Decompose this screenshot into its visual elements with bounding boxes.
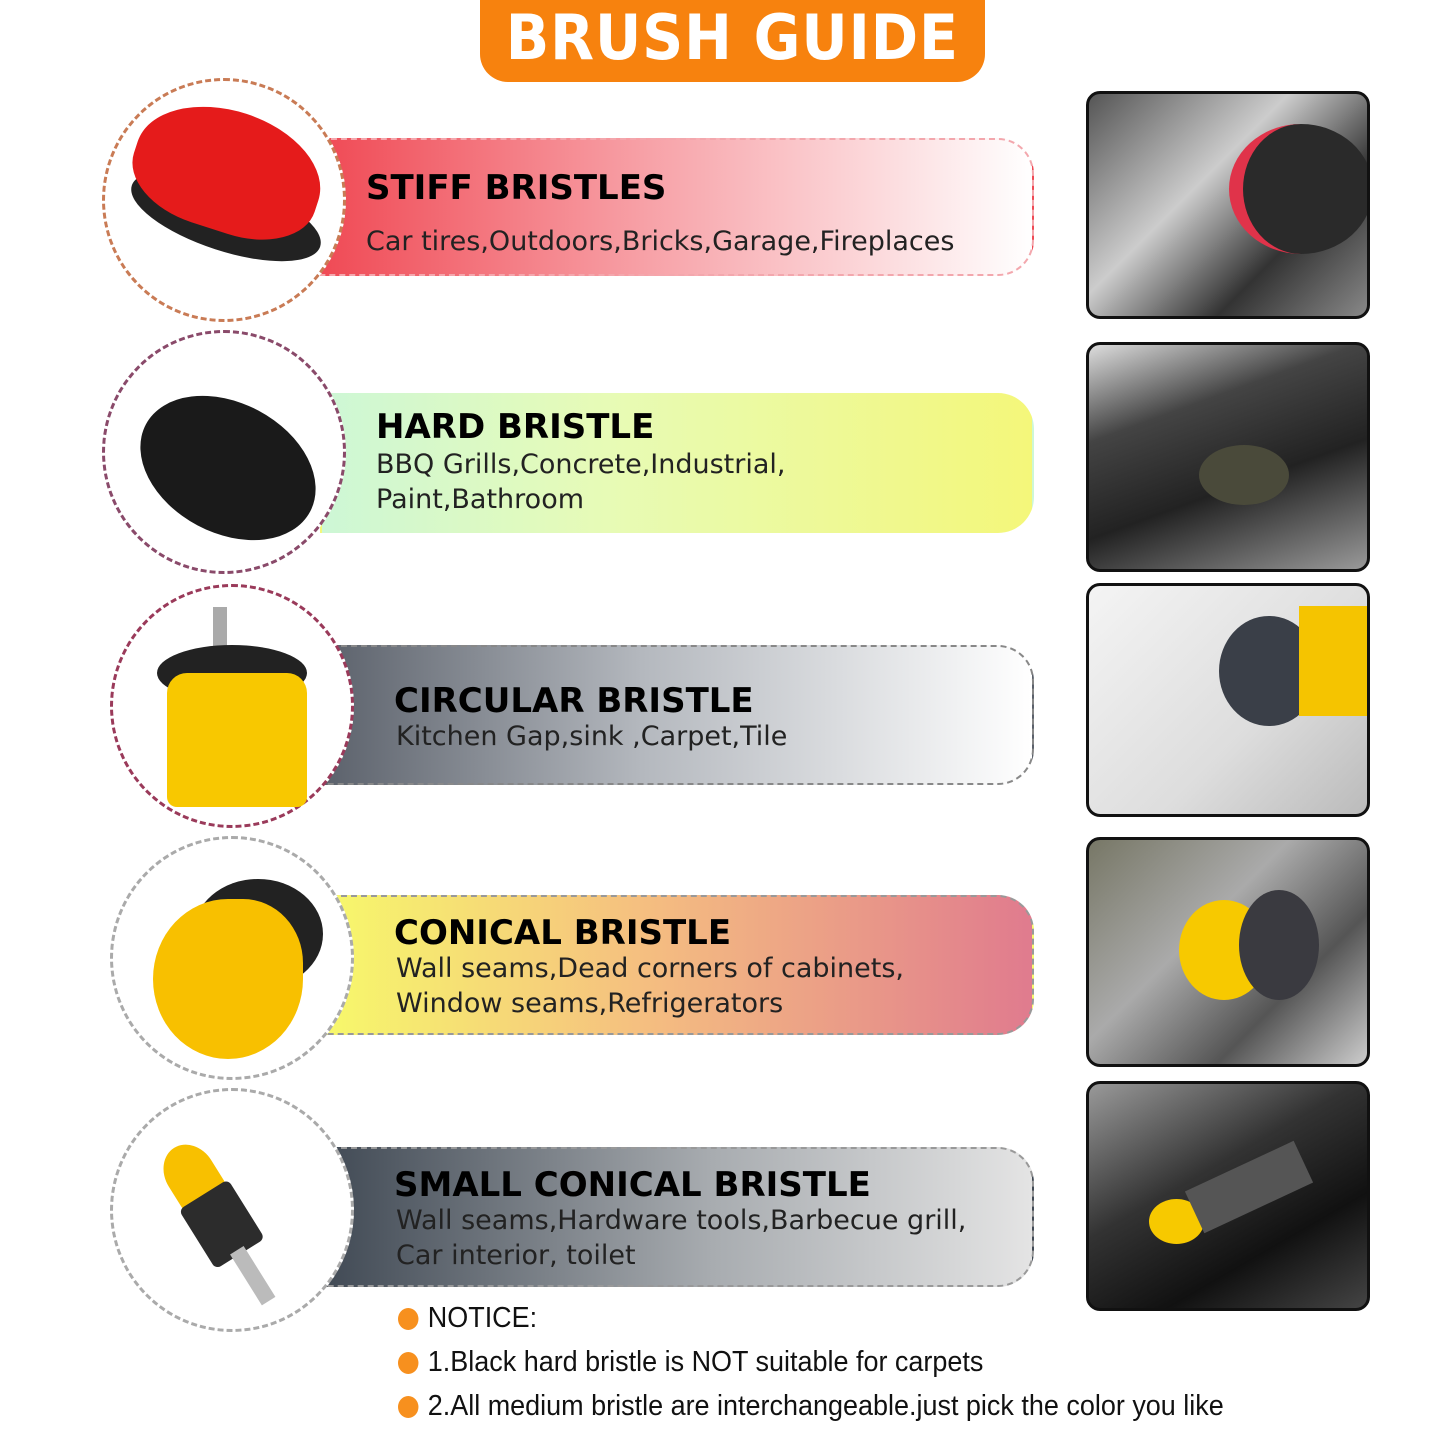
brush-title: CONICAL BRISTLE [394,913,732,953]
photo-conical-bristle-rim [1086,837,1370,1067]
brush-description: Wall seams,Dead corners of cabinets, Window seams,Refrigerators [396,953,905,1019]
brush-circle-circular [110,584,354,828]
page-title: BRUSH GUIDE [505,1,960,74]
yellow-conical-brush-icon [153,869,333,1059]
brush-title: CIRCULAR BRISTLE [394,681,754,721]
banner-circular-bristle [320,645,1034,785]
banner-conical-bristle [320,895,1034,1035]
brush-description: Kitchen Gap,sink ,Carpet,Tile [396,721,788,752]
brush-description: Wall seams,Hardware tools,Barbecue grill, Car interior, toilet [396,1205,967,1271]
brush-title: HARD BRISTLE [376,407,655,447]
photo-stiff-bristles-tire [1086,91,1370,319]
yellow-circular-brush-icon [157,607,317,812]
photo-small-conical-bristle-car [1086,1081,1370,1311]
notice-item-text: 2.All medium bristle are interchangeable.just pick the color you like [427,1390,1224,1422]
notice-item [398,1346,983,1379]
bullet-icon [398,1352,418,1374]
brush-circle-stiff [102,78,346,322]
photo-circular-bristle-wheel [1086,583,1370,817]
black-brush-icon [135,363,325,543]
banner-stiff-bristles [320,138,1034,276]
brush-circle-small-conical [110,1088,354,1332]
small-conical-brush-icon [127,1092,358,1329]
bullet-icon [398,1308,418,1330]
notice-heading-text: NOTICE: [427,1302,538,1334]
banner-small-conical-bristle [320,1147,1034,1287]
notice-item [398,1390,1224,1423]
brush-circle-conical [110,836,354,1080]
notice-heading [398,1302,537,1335]
brush-title: STIFF BRISTLES [366,168,667,208]
brush-description: BBQ Grills,Concrete,Industrial, Paint,Bathroom [376,449,786,515]
photo-hard-bristle-grill [1086,342,1370,572]
notice-item-text: 1.Black hard bristle is NOT suitable for carpets [427,1346,984,1378]
brush-guide-header [480,0,985,82]
brush-circle-hard [102,330,346,574]
bullet-icon [398,1396,418,1418]
red-brush-icon [127,111,325,261]
brush-description: Car tires,Outdoors,Bricks,Garage,Fireplaces [366,226,955,257]
banner-hard-bristle [320,393,1034,533]
brush-title: SMALL CONICAL BRISTLE [394,1165,871,1205]
